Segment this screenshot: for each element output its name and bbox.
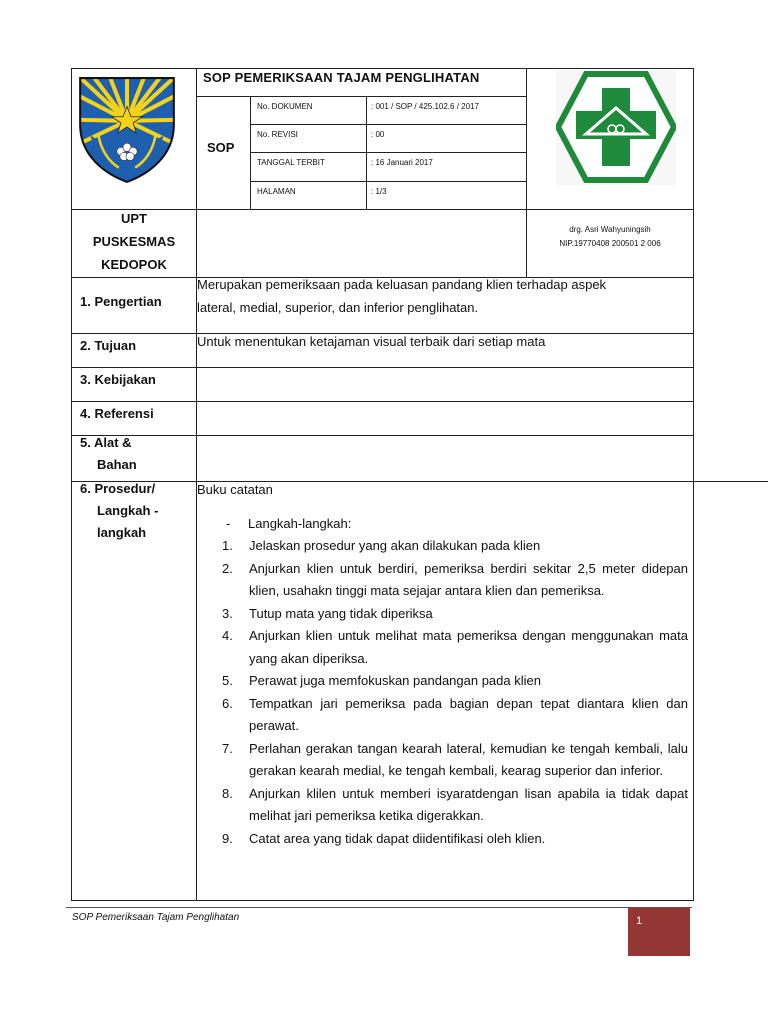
meta-label-tanggal-terbit: TANGGAL TERBIT — [257, 158, 325, 167]
prosedur-label-line-1: 6. Prosedur/ — [80, 481, 156, 496]
step-number: 2. — [222, 560, 233, 576]
meta-value-halaman: : 1/3 — [371, 187, 387, 196]
sop-label: SOP — [207, 140, 235, 155]
step-text: Catat area yang tidak dapat diidentifikasi oleh klien. — [249, 830, 546, 846]
tujuan-text: Untuk menentukan ketajaman visual terbaik dari setiap mata — [197, 334, 546, 349]
step-number: 6. — [222, 695, 233, 711]
pengertian-text-line-1: Merupakan pemeriksaan pada keluasan pandang klien terhadap aspek — [197, 277, 607, 292]
procedure-step — [222, 558, 688, 603]
section-label-alat-bahan — [80, 432, 137, 476]
step-text: Anjurkan klien untuk berdiri, pemeriksa berdiri sekitar 2,5 meter didepan klien, usahakn tinggi mata sejajar antara klien dan pemeriksa. — [249, 560, 688, 598]
step-text: Anjurkan klilen untuk memberi isyaratdengan lisan apabila ia tidak dapat melihat jari pemeriksa ketika digerakkan. — [249, 785, 688, 823]
regional-crest-icon — [76, 74, 178, 186]
procedure-step — [222, 625, 688, 670]
prosedur-label-line-3: langkah — [97, 525, 147, 540]
org-line-1: UPT — [121, 211, 147, 226]
procedure-step — [222, 693, 688, 738]
steps-header-text: Langkah-langkah: — [248, 516, 352, 531]
procedure-step — [222, 603, 688, 626]
alat-label-line-1: 5. Alat & — [80, 435, 132, 450]
section-label-kebijakan: 3. Kebijakan — [80, 372, 156, 387]
step-text: Jelaskan prosedur yang akan dilakukan pada klien — [249, 538, 541, 553]
step-number: 9. — [222, 830, 233, 846]
step-text: Tutup mata yang tidak diperiksa — [249, 605, 433, 621]
org-line-3: KEDOPOK — [101, 257, 167, 272]
meta-value-no-revisi: : 00 — [371, 130, 385, 139]
step-number: 5. — [222, 673, 233, 688]
step-text: Anjurkan klien untuk melihat mata pemeriksa dengan menggunakan mata yang akan diperiksa. — [249, 628, 688, 666]
steps-header-bullet: - — [226, 516, 231, 531]
meta-value-tanggal-terbit: : 16 Januari 2017 — [371, 158, 433, 167]
footer-divider — [66, 907, 692, 908]
procedure-step — [222, 670, 688, 693]
step-number: 7. — [222, 740, 233, 756]
puskesmas-cross-icon — [556, 70, 676, 185]
signatory-nip: NIP.19770408 200501 2 006 — [559, 239, 661, 248]
procedure-step — [222, 783, 688, 828]
step-number: 1. — [222, 538, 233, 553]
procedure-step — [222, 738, 688, 783]
step-number: 4. — [222, 628, 233, 643]
section-label-pengertian: 1. Pengertian — [80, 294, 162, 309]
meta-value-no-dokumen: : 001 / SOP / 425.102.6 / 2017 — [371, 102, 479, 111]
step-text: Perawat juga memfokuskan pandangan pada klien — [249, 673, 541, 688]
steps-header — [226, 513, 352, 535]
step-number: 3. — [222, 605, 233, 621]
procedure-steps — [222, 535, 688, 850]
step-text: Tempatkan jari pemeriksa pada bagian depan tepat diantara klien dan perawat. — [249, 695, 688, 733]
meta-label-no-dokumen: No. DOKUMEN — [257, 102, 313, 111]
step-text: Perlahan gerakan tangan kearah lateral, kemudian ke tengah kembali, lalu gerakan kearah medial, ke tengah kembali, kearag superior dan inferior. — [249, 740, 688, 778]
meta-label-halaman: HALAMAN — [257, 187, 296, 196]
page-number: 1 — [636, 915, 643, 927]
page-number-box — [628, 908, 690, 956]
step-number: 8. — [222, 785, 233, 801]
org-line-2: PUSKESMAS — [92, 234, 176, 249]
section-label-prosedur — [80, 478, 158, 544]
section-label-tujuan: 2. Tujuan — [80, 338, 137, 353]
meta-label-no-revisi: No. REVISI — [257, 130, 298, 139]
alat-label-line-2: Bahan — [97, 457, 137, 472]
procedure-step — [222, 828, 688, 851]
org-name — [72, 207, 196, 276]
section-label-referensi: 4. Referensi — [80, 406, 154, 421]
pengertian-text-line-2: lateral, medial, superior, dan inferior penglihatan. — [197, 300, 479, 315]
footer-title: SOP Pemeriksaan Tajam Penglihatan — [72, 912, 240, 923]
prosedur-intro: Buku catatan — [197, 482, 273, 497]
signatory-name: drg. Asri Wahyuningsih — [569, 225, 651, 234]
prosedur-label-line-2: Langkah - — [97, 503, 159, 518]
procedure-step — [222, 535, 688, 558]
document-title: SOP PEMERIKSAAN TAJAM PENGLIHATAN — [203, 70, 480, 85]
